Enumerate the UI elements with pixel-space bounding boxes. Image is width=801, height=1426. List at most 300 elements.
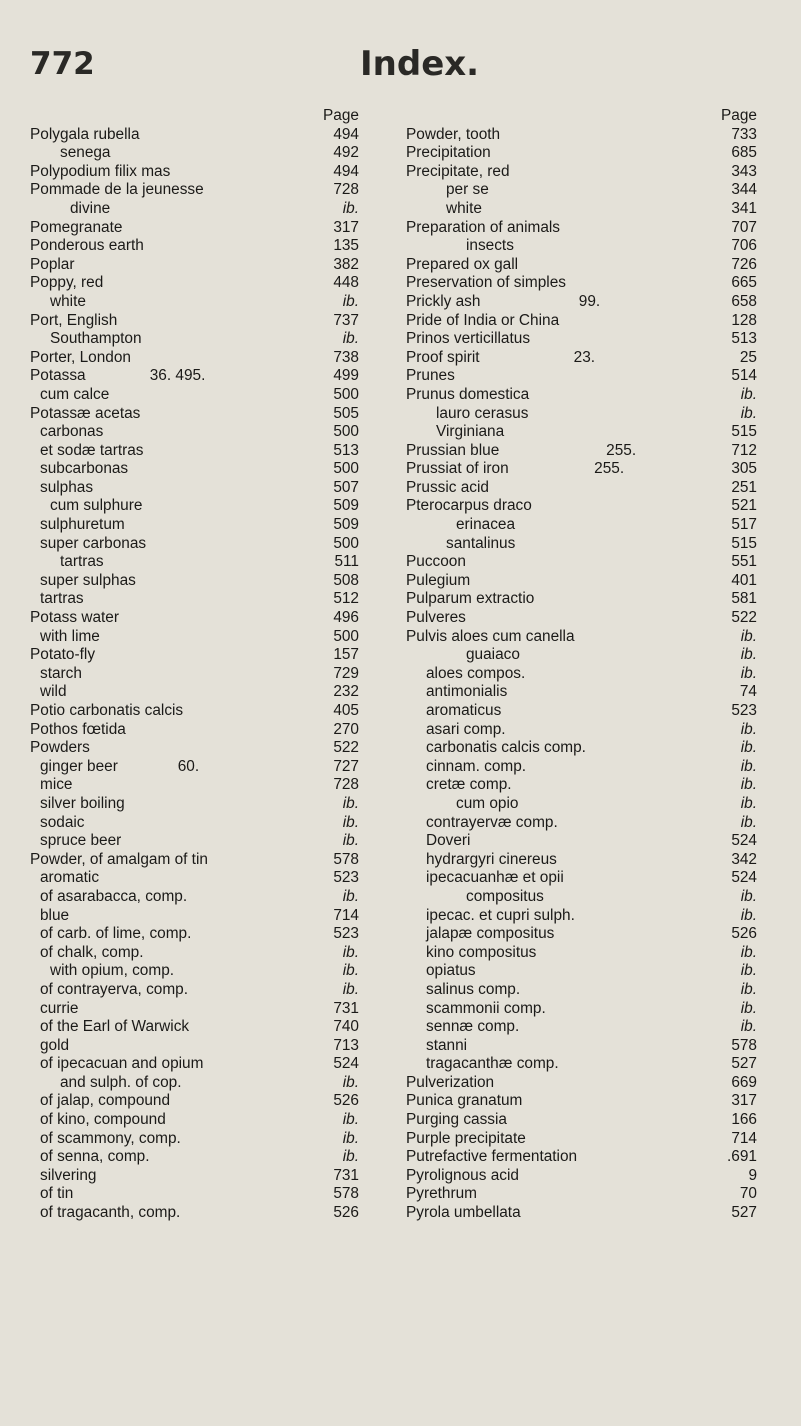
index-term: erinacea (456, 516, 516, 534)
index-page-ref: 521 (731, 497, 757, 515)
index-term: carbonas (40, 423, 104, 441)
index-term: Pulparum extractio (406, 590, 535, 608)
index-page-ref: 509 (333, 516, 359, 534)
index-term: santalinus (446, 534, 516, 552)
index-term: Puccoon (406, 553, 466, 571)
index-entry (406, 181, 776, 200)
index-page-ref: 728 (333, 181, 359, 199)
index-page-ref: 232 (333, 683, 359, 701)
index-page-ref: 496 (333, 609, 359, 627)
index-page-ref: 509 (333, 497, 359, 515)
index-page-ref: ib. (342, 292, 359, 310)
index-page-ref: 251 (731, 478, 757, 496)
index-page-ref: 523 (333, 925, 359, 943)
index-term: stanni (426, 1036, 468, 1054)
index-column-right (406, 107, 776, 1223)
index-term: Prunus domestica (406, 385, 530, 403)
index-term: sodaic (40, 813, 85, 831)
index-entry (406, 683, 776, 702)
index-page-ref: 405 (333, 702, 359, 719)
index-page-ref: 500 (333, 460, 359, 478)
index-page-ref: 511 (334, 553, 359, 571)
index-entry (406, 497, 776, 516)
index-entry (30, 1018, 390, 1037)
index-entry (30, 814, 390, 833)
index-page-ref: 524 (333, 1055, 359, 1073)
index-term: wild (40, 683, 67, 701)
index-page-ref: ib. (740, 794, 757, 812)
index-entry (406, 1074, 776, 1093)
index-term: Proof spirit 23. (406, 348, 596, 366)
index-entry (30, 163, 390, 182)
index-term: Potato-fly (30, 646, 96, 664)
index-entry (30, 1000, 390, 1019)
index-term: scammonii comp. (426, 999, 546, 1017)
index-entry (406, 832, 776, 851)
index-page-ref: ib. (342, 1111, 359, 1129)
index-page-ref: 74 (739, 683, 757, 701)
index-entry (30, 832, 390, 851)
index-page-ref: 578 (333, 1185, 359, 1203)
index-entry (30, 330, 390, 349)
index-term: Poplar (30, 255, 75, 273)
index-term: tartras (60, 553, 104, 571)
index-entry (30, 776, 390, 795)
index-page-ref: 738 (333, 348, 359, 366)
index-entry (30, 479, 390, 498)
index-entry (406, 1055, 776, 1074)
page-label-row (406, 107, 776, 126)
index-page-ref: 527 (731, 1204, 757, 1222)
index-page-ref: ib. (740, 999, 757, 1017)
index-term: Pommade de la jeunesse (30, 181, 204, 199)
index-page-ref: ib. (740, 739, 757, 757)
index-term: ginger beer 60. (40, 757, 200, 775)
index-page-ref: 713 (333, 1036, 359, 1054)
index-entry (406, 312, 776, 331)
index-term: with opium, comp. (50, 962, 175, 980)
index-term: Purging cassia (406, 1111, 507, 1129)
index-entry (406, 888, 776, 907)
index-entry (30, 1148, 390, 1167)
index-entry (30, 516, 390, 535)
index-entry (406, 1037, 776, 1056)
index-term: Potio carbonatis calcis (30, 702, 184, 719)
index-page-ref: ib. (740, 962, 757, 980)
index-entry (30, 405, 390, 424)
index-page-ref: 581 (731, 590, 757, 608)
index-term: of jalap, compound (40, 1092, 171, 1110)
index-page-ref: 527 (731, 1055, 757, 1073)
index-page-ref: 317 (731, 1092, 757, 1110)
index-page-ref: 166 (731, 1111, 757, 1129)
index-page-ref: ib. (342, 962, 359, 980)
index-page-ref: ib. (342, 943, 359, 961)
index-page-ref: ib. (740, 385, 757, 403)
index-page-ref: 726 (731, 255, 757, 273)
index-page-ref: 500 (333, 627, 359, 645)
index-term: Pomegranate (30, 218, 123, 236)
index-term: spruce beer (40, 832, 122, 850)
index-term: et sodæ tartras (40, 441, 144, 459)
index-term: starch (40, 664, 82, 682)
index-entry (406, 609, 776, 628)
index-entry (406, 1130, 776, 1149)
index-term: cum sulphure (50, 497, 143, 515)
index-term: Prunes (406, 367, 455, 385)
index-term: aromatic (40, 869, 100, 887)
index-entry (30, 981, 390, 1000)
page-header (0, 0, 801, 110)
index-page-ref: 714 (333, 906, 359, 924)
index-term: compositus (466, 887, 544, 905)
index-term: insects (466, 237, 514, 255)
index-term: gold (40, 1036, 70, 1054)
index-term: silvering (40, 1166, 97, 1184)
index-page-ref: 578 (731, 1036, 757, 1054)
index-page-ref: 523 (333, 869, 359, 887)
index-term: sulphas (40, 478, 94, 496)
index-page-ref: ib. (740, 627, 757, 645)
index-page-ref: 25 (739, 348, 757, 366)
index-entry (30, 293, 390, 312)
index-entry (406, 590, 776, 609)
index-entry (406, 851, 776, 870)
index-entry (30, 274, 390, 293)
index-page-ref: 505 (333, 404, 359, 422)
index-entry (406, 219, 776, 238)
index-entry (30, 739, 390, 758)
index-page-ref: ib. (342, 1129, 359, 1147)
index-entry (30, 1037, 390, 1056)
index-entry (406, 423, 776, 442)
index-page-ref: 737 (333, 311, 359, 329)
index-entry (406, 1185, 776, 1204)
index-term: Pothos fœtida (30, 720, 126, 738)
index-page-ref: 70 (739, 1185, 757, 1203)
index-term: sulphuretum (40, 516, 125, 534)
index-page-ref: 317 (333, 218, 359, 236)
index-entry (406, 758, 776, 777)
index-term: and sulph. of cop. (60, 1073, 182, 1091)
index-term: Preparation of animals (406, 218, 560, 236)
index-term: divine (70, 199, 111, 217)
index-page-ref: 305 (731, 460, 757, 478)
index-term: lauro cerasus (436, 404, 529, 422)
index-term: Preservation of simples (406, 274, 566, 292)
index-entry (30, 181, 390, 200)
index-term: mice (40, 776, 73, 794)
index-term: Powders (30, 739, 90, 757)
index-term: Pulegium (406, 571, 471, 589)
index-page-ref: 135 (333, 237, 359, 255)
index-entry (406, 405, 776, 424)
index-page-ref: 515 (731, 534, 757, 552)
index-term: Polygala rubella (30, 125, 140, 143)
index-term: Porter, London (30, 348, 131, 366)
index-entry (30, 1130, 390, 1149)
index-entry (30, 256, 390, 275)
index-term: Prickly ash 99. (406, 292, 601, 310)
index-page-ref: 524 (731, 869, 757, 887)
index-term: of tin (40, 1185, 74, 1203)
index-entry (30, 907, 390, 926)
index-term: tartras (40, 590, 84, 608)
index-term: cinnam. comp. (426, 757, 527, 775)
index-entry (30, 349, 390, 368)
index-entry (30, 386, 390, 405)
index-entry (30, 1092, 390, 1111)
index-entry (406, 907, 776, 926)
index-page-ref: 658 (731, 292, 757, 310)
index-entry (406, 126, 776, 145)
index-entry (406, 367, 776, 386)
index-entry (406, 628, 776, 647)
index-entry (406, 981, 776, 1000)
index-entry (406, 702, 776, 721)
index-page-ref: 728 (333, 776, 359, 794)
index-page-ref: 9 (748, 1166, 757, 1184)
index-page-ref: ib. (342, 199, 359, 217)
index-page-ref: 714 (731, 1129, 757, 1147)
index-entry (30, 572, 390, 591)
index-term: tragacanthæ comp. (426, 1055, 559, 1073)
index-entry (406, 646, 776, 665)
index-entry (406, 535, 776, 554)
index-entry (406, 200, 776, 219)
index-term: antimonialis (426, 683, 508, 701)
index-entry (406, 869, 776, 888)
index-page-ref: 707 (731, 218, 757, 236)
index-page-ref: 343 (731, 162, 757, 180)
index-page-ref: 685 (731, 144, 757, 162)
index-entry (30, 1204, 390, 1223)
index-term: Prussian blue 255. (406, 441, 637, 459)
index-page-ref: 729 (333, 664, 359, 682)
index-entry (30, 144, 390, 163)
index-entry (406, 1148, 776, 1167)
index-column-left (30, 107, 390, 1223)
index-term: Pyrolignous acid (406, 1166, 519, 1184)
index-entry (30, 367, 390, 386)
index-page-ref: 499 (333, 367, 359, 385)
index-page-ref: 731 (333, 1166, 359, 1184)
index-page-ref: 494 (333, 162, 359, 180)
index-page-ref: 500 (333, 423, 359, 441)
index-page-ref: 522 (731, 609, 757, 627)
index-term: Pride of India or China (406, 311, 560, 329)
index-term: subcarbonas (40, 460, 129, 478)
index-term: Potassa 36. 495. (30, 367, 206, 385)
index-entry (30, 1111, 390, 1130)
index-entry (406, 962, 776, 981)
index-term: Southampton (50, 330, 142, 348)
index-page-ref: 514 (731, 367, 757, 385)
index-entry (30, 423, 390, 442)
index-page-ref: 669 (731, 1073, 757, 1091)
index-entry (406, 479, 776, 498)
index-page-ref: 526 (731, 925, 757, 943)
index-entry (406, 739, 776, 758)
index-term: asari comp. (426, 720, 506, 738)
index-page-ref: ib. (342, 813, 359, 831)
index-page-ref: 526 (333, 1092, 359, 1110)
index-page-ref: 508 (333, 571, 359, 589)
page-label: Page (721, 107, 757, 124)
index-entry (406, 721, 776, 740)
index-page-ref: 515 (731, 423, 757, 441)
index-entry (30, 851, 390, 870)
index-term: of senna, comp. (40, 1148, 150, 1166)
index-entry (30, 312, 390, 331)
index-entry (406, 925, 776, 944)
index-term: of kino, compound (40, 1111, 166, 1129)
index-page-ref: 513 (731, 330, 757, 348)
index-term: of ipecacuan and opium (40, 1055, 204, 1073)
index-page-ref: ib. (740, 887, 757, 905)
index-entry (30, 925, 390, 944)
index-page-ref: ib. (740, 980, 757, 998)
index-term: Precipitation (406, 144, 491, 162)
index-term: opiatus (426, 962, 476, 980)
index-page-ref: ib. (342, 1073, 359, 1091)
index-page-ref: ib. (740, 664, 757, 682)
index-page-ref: 665 (731, 274, 757, 292)
index-term: Port, English (30, 311, 118, 329)
index-page-ref: 500 (333, 385, 359, 403)
index-page-ref: 551 (731, 553, 757, 571)
page-number: 772 (30, 46, 95, 82)
index-term: carbonatis calcis comp. (426, 739, 586, 757)
index-entry (30, 553, 390, 572)
index-term: of contrayerva, comp. (40, 980, 188, 998)
index-page-ref: 341 (731, 199, 757, 217)
index-term: of chalk, comp. (40, 943, 144, 961)
page-label: Page (323, 107, 359, 124)
index-entry (406, 1000, 776, 1019)
index-term: Virginiana (436, 423, 505, 441)
index-entry (30, 1055, 390, 1074)
index-entry (406, 256, 776, 275)
index-page-ref: 578 (333, 850, 359, 868)
index-entry (406, 1092, 776, 1111)
index-page-ref: ib. (740, 813, 757, 831)
index-entry (406, 572, 776, 591)
index-entry (30, 758, 390, 777)
index-page-ref: 727 (333, 757, 359, 775)
index-entry (406, 1018, 776, 1037)
index-page-ref: 526 (333, 1204, 359, 1222)
index-term: guaiaco (466, 646, 520, 664)
index-entry (406, 460, 776, 479)
index-entry (30, 702, 390, 721)
index-page-ref: 500 (333, 534, 359, 552)
index-page-ref: 157 (333, 646, 359, 664)
index-entry (406, 795, 776, 814)
index-entry (406, 553, 776, 572)
index-page-ref: 128 (731, 311, 757, 329)
index-page-ref: ib. (740, 943, 757, 961)
index-term: Potassæ acetas (30, 404, 141, 422)
index-entry (30, 237, 390, 256)
index-term: Poppy, red (30, 274, 104, 292)
index-entry (30, 944, 390, 963)
index-term: cretæ comp. (426, 776, 512, 794)
index-page-ref: ib. (342, 980, 359, 998)
index-page-ref: 712 (731, 441, 757, 459)
index-page-ref: 740 (333, 1018, 359, 1036)
index-entry (30, 888, 390, 907)
index-entry (30, 646, 390, 665)
index-entry (30, 795, 390, 814)
index-entry (406, 776, 776, 795)
index-page-ref: 512 (333, 590, 359, 608)
index-term: Pulveres (406, 609, 466, 627)
index-entry (406, 144, 776, 163)
index-entry (406, 1204, 776, 1223)
index-page-ref: 524 (731, 832, 757, 850)
index-term: super sulphas (40, 571, 136, 589)
index-page-ref: 522 (333, 739, 359, 757)
index-page-ref: ib. (740, 776, 757, 794)
index-term: Polypodium filix mas (30, 162, 171, 180)
index-entry (30, 683, 390, 702)
index-term: Prepared ox gall (406, 255, 519, 273)
index-entry (406, 293, 776, 312)
index-entry (406, 330, 776, 349)
index-term: Powder, tooth (406, 125, 501, 143)
index-entry (30, 609, 390, 628)
index-entry (406, 349, 776, 368)
index-page-ref: ib. (740, 404, 757, 422)
index-page-ref: ib. (342, 832, 359, 850)
page-title: Index. (360, 44, 480, 84)
index-term: Doveri (426, 832, 471, 850)
index-term: cum calce (40, 385, 110, 403)
index-page-ref: 513 (333, 441, 359, 459)
index-page-ref: 731 (333, 999, 359, 1017)
index-page-ref: 733 (731, 125, 757, 143)
index-term: Powder, of amalgam of tin (30, 850, 208, 868)
index-term: Putrefactive fermentation (406, 1148, 578, 1166)
index-entry (406, 163, 776, 182)
index-entry (406, 386, 776, 405)
index-page-ref: ib. (342, 330, 359, 348)
index-page-ref: ib. (740, 1018, 757, 1036)
index-term: Pulverization (406, 1073, 495, 1091)
index-page-ref: ib. (740, 757, 757, 775)
index-term: with lime (40, 627, 100, 645)
index-term: aloes compos. (426, 664, 526, 682)
index-term: kino compositus (426, 943, 537, 961)
index-term: currie (40, 999, 79, 1017)
index-page-ref: ib. (740, 646, 757, 664)
index-page-ref: 401 (731, 571, 757, 589)
index-page-ref: 517 (731, 516, 757, 534)
index-page-ref: 494 (333, 125, 359, 143)
index-term: white (446, 199, 482, 217)
index-term: of carb. of lime, comp. (40, 925, 192, 943)
index-entry (30, 535, 390, 554)
index-entry (30, 460, 390, 479)
index-entry (30, 126, 390, 145)
index-term: hydrargyri cinereus (426, 850, 557, 868)
index-entry (406, 516, 776, 535)
index-term: Pyrola umbellata (406, 1204, 521, 1222)
index-entry (406, 442, 776, 461)
index-entry (406, 1111, 776, 1130)
index-entry (30, 200, 390, 219)
